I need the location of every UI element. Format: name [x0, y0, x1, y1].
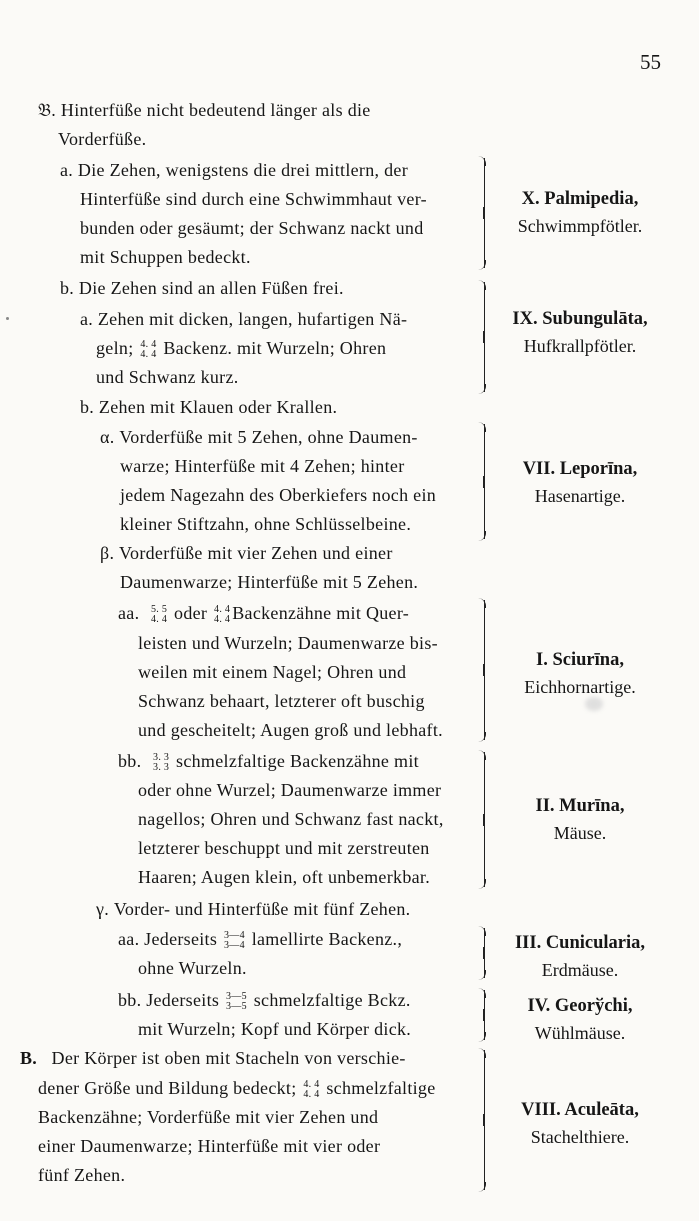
- taxon-latin: IX. Subungulāta,: [512, 309, 648, 329]
- text-line: ohne Wurzeln.: [138, 958, 247, 978]
- text-line: nagellos; Ohren und Schwanz fast nackt,: [138, 809, 444, 829]
- taxon-label: [480, 456, 680, 510]
- text-fragment: schmelzfaltige Backenzähne mit: [176, 751, 419, 771]
- taxon-german: Mäuse.: [553, 823, 607, 843]
- text-line: Backenzähne; Vorderfüße mit vier Zehen und: [38, 1107, 379, 1127]
- text-line: [118, 987, 411, 1013]
- text-line: Vorderfüße.: [58, 129, 147, 149]
- text-fragment: bb.: [118, 751, 142, 771]
- text-line: mit Wurzeln; Kopf und Körper dick.: [138, 1019, 412, 1039]
- text-line: b. Die Zehen sind an allen Füßen frei.: [60, 278, 344, 298]
- dental-fraction: 3—4 3—4: [223, 929, 245, 951]
- text-line: α. Vorderfüße mit 5 Zehen, ohne Daumen-: [100, 427, 418, 447]
- text-line: [118, 926, 402, 952]
- page-number: 55: [640, 50, 661, 74]
- text-fragment: schmelzfaltige Bckz.: [253, 990, 411, 1010]
- text-fragment: aa. Jederseits: [118, 929, 218, 949]
- text-fragment: aa.: [118, 603, 140, 623]
- text-line: Haaren; Augen klein, oft unbemerkbar.: [138, 867, 431, 887]
- dental-fraction: 3. 3 3. 3: [153, 751, 170, 773]
- text-line: oder ohne Wurzel; Daumenwarze immer: [138, 780, 442, 800]
- text-line: bunden oder gesäumt; der Schwanz nackt und: [80, 218, 424, 238]
- taxon-latin: IV. Georўchi,: [527, 996, 633, 1016]
- text-line: [20, 1045, 406, 1071]
- taxon-german: Schwimmpfötler.: [517, 216, 643, 236]
- taxon-german: Hasenartige.: [534, 486, 626, 506]
- taxon-german: Eichhornartige.: [524, 677, 636, 697]
- dental-fraction: 3—5 3—5: [226, 990, 247, 1012]
- text-line: fünf Zehen.: [38, 1165, 126, 1185]
- dental-fraction: 4. 4 4. 4: [214, 603, 231, 625]
- text-line: kleiner Stiftzahn, ohne Schlüsselbeine.: [120, 514, 412, 534]
- taxon-latin: II. Murīna,: [535, 796, 625, 816]
- text-line: [96, 335, 386, 361]
- text-line: und Schwanz kurz.: [96, 367, 239, 387]
- text-line: letzterer beschuppt und mit zerstreuten: [138, 838, 430, 858]
- text-line: Hinterfüße sind durch eine Schwimmhaut ver-: [80, 189, 427, 209]
- taxon-label: [480, 306, 680, 360]
- text-line: warze; Hinterfüße mit 4 Zehen; hinter: [120, 456, 405, 476]
- text-line: b. Zehen mit Klauen oder Krallen.: [80, 397, 338, 417]
- text-line: [38, 1075, 436, 1101]
- taxon-latin: VII. Leporīna,: [522, 459, 638, 479]
- text-line: weilen mit einem Nagel; Ohren und: [138, 662, 407, 682]
- taxon-latin: III. Cunicularia,: [514, 933, 646, 953]
- text-fragment: Der Körper ist oben mit Stacheln von verschie-: [51, 1048, 406, 1068]
- text-line: mit Schuppen bedeckt.: [80, 247, 251, 267]
- text-line: [118, 600, 409, 626]
- text-line: γ. Vorder- und Hinterfüße mit fünf Zehen.: [96, 899, 411, 919]
- text-line: einer Daumenwarze; Hinterfüße mit vier oder: [38, 1136, 381, 1156]
- dental-fraction: 5. 5 4. 4: [151, 603, 168, 625]
- taxon-german: Erdmäuse.: [541, 960, 619, 980]
- taxon-german: Hufkrallpfötler.: [523, 336, 637, 356]
- taxon-label: [480, 186, 680, 240]
- dental-fraction: 4. 4 4. 4: [303, 1078, 320, 1100]
- taxon-latin: I. Sciurīna,: [536, 650, 624, 670]
- text-fragment: oder: [174, 603, 208, 623]
- text-fragment: Backenzähne mit Quer-: [232, 603, 410, 623]
- text-line: [118, 748, 419, 774]
- text-fragment: bb. Jederseits: [118, 990, 220, 1010]
- taxon-label: [480, 993, 680, 1047]
- taxon-latin: X. Palmipedia,: [521, 189, 639, 209]
- text-line: und gescheitelt; Augen groß und lebhaft.: [138, 720, 443, 740]
- text-fragment: dener Größe und Bildung bedeckt;: [38, 1078, 297, 1098]
- taxon-label: [480, 930, 680, 984]
- text-line: a. Zehen mit dicken, langen, hufartigen Nä-: [80, 309, 408, 329]
- paper-speck: [6, 317, 9, 320]
- text-line: 𝔅. Hinterfüße nicht bedeutend länger als die: [38, 100, 371, 120]
- text-fragment: Backenz. mit Wurzeln; Ohren: [163, 338, 387, 358]
- section-letter: B.: [20, 1048, 38, 1068]
- text-fragment: lamellirte Backenz.,: [251, 929, 403, 949]
- taxon-german: Wühlmäuse.: [534, 1023, 626, 1043]
- taxon-label: [480, 1097, 680, 1151]
- dental-fraction: 4. 4 4. 4: [140, 338, 157, 360]
- taxon-label: [480, 793, 680, 847]
- taxon-latin: VIII. Aculeāta,: [521, 1100, 639, 1120]
- text-line: leisten und Wurzeln; Daumenwarze bis-: [138, 633, 438, 653]
- text-line: jedem Nagezahn des Oberkiefers noch ein: [120, 485, 437, 505]
- text-line: a. Die Zehen, wenigstens die drei mittlern, der: [60, 160, 408, 180]
- text-fragment: geln;: [96, 338, 134, 358]
- taxon-german: Stachelthiere.: [530, 1127, 630, 1147]
- text-line: β. Vorderfüße mit vier Zehen und einer: [100, 543, 393, 563]
- text-fragment: schmelzfaltige: [326, 1078, 436, 1098]
- text-line: Daumenwarze; Hinterfüße mit 5 Zehen.: [120, 572, 419, 592]
- text-line: Schwanz behaart, letzterer oft buschig: [138, 691, 425, 711]
- taxon-label: [480, 647, 680, 701]
